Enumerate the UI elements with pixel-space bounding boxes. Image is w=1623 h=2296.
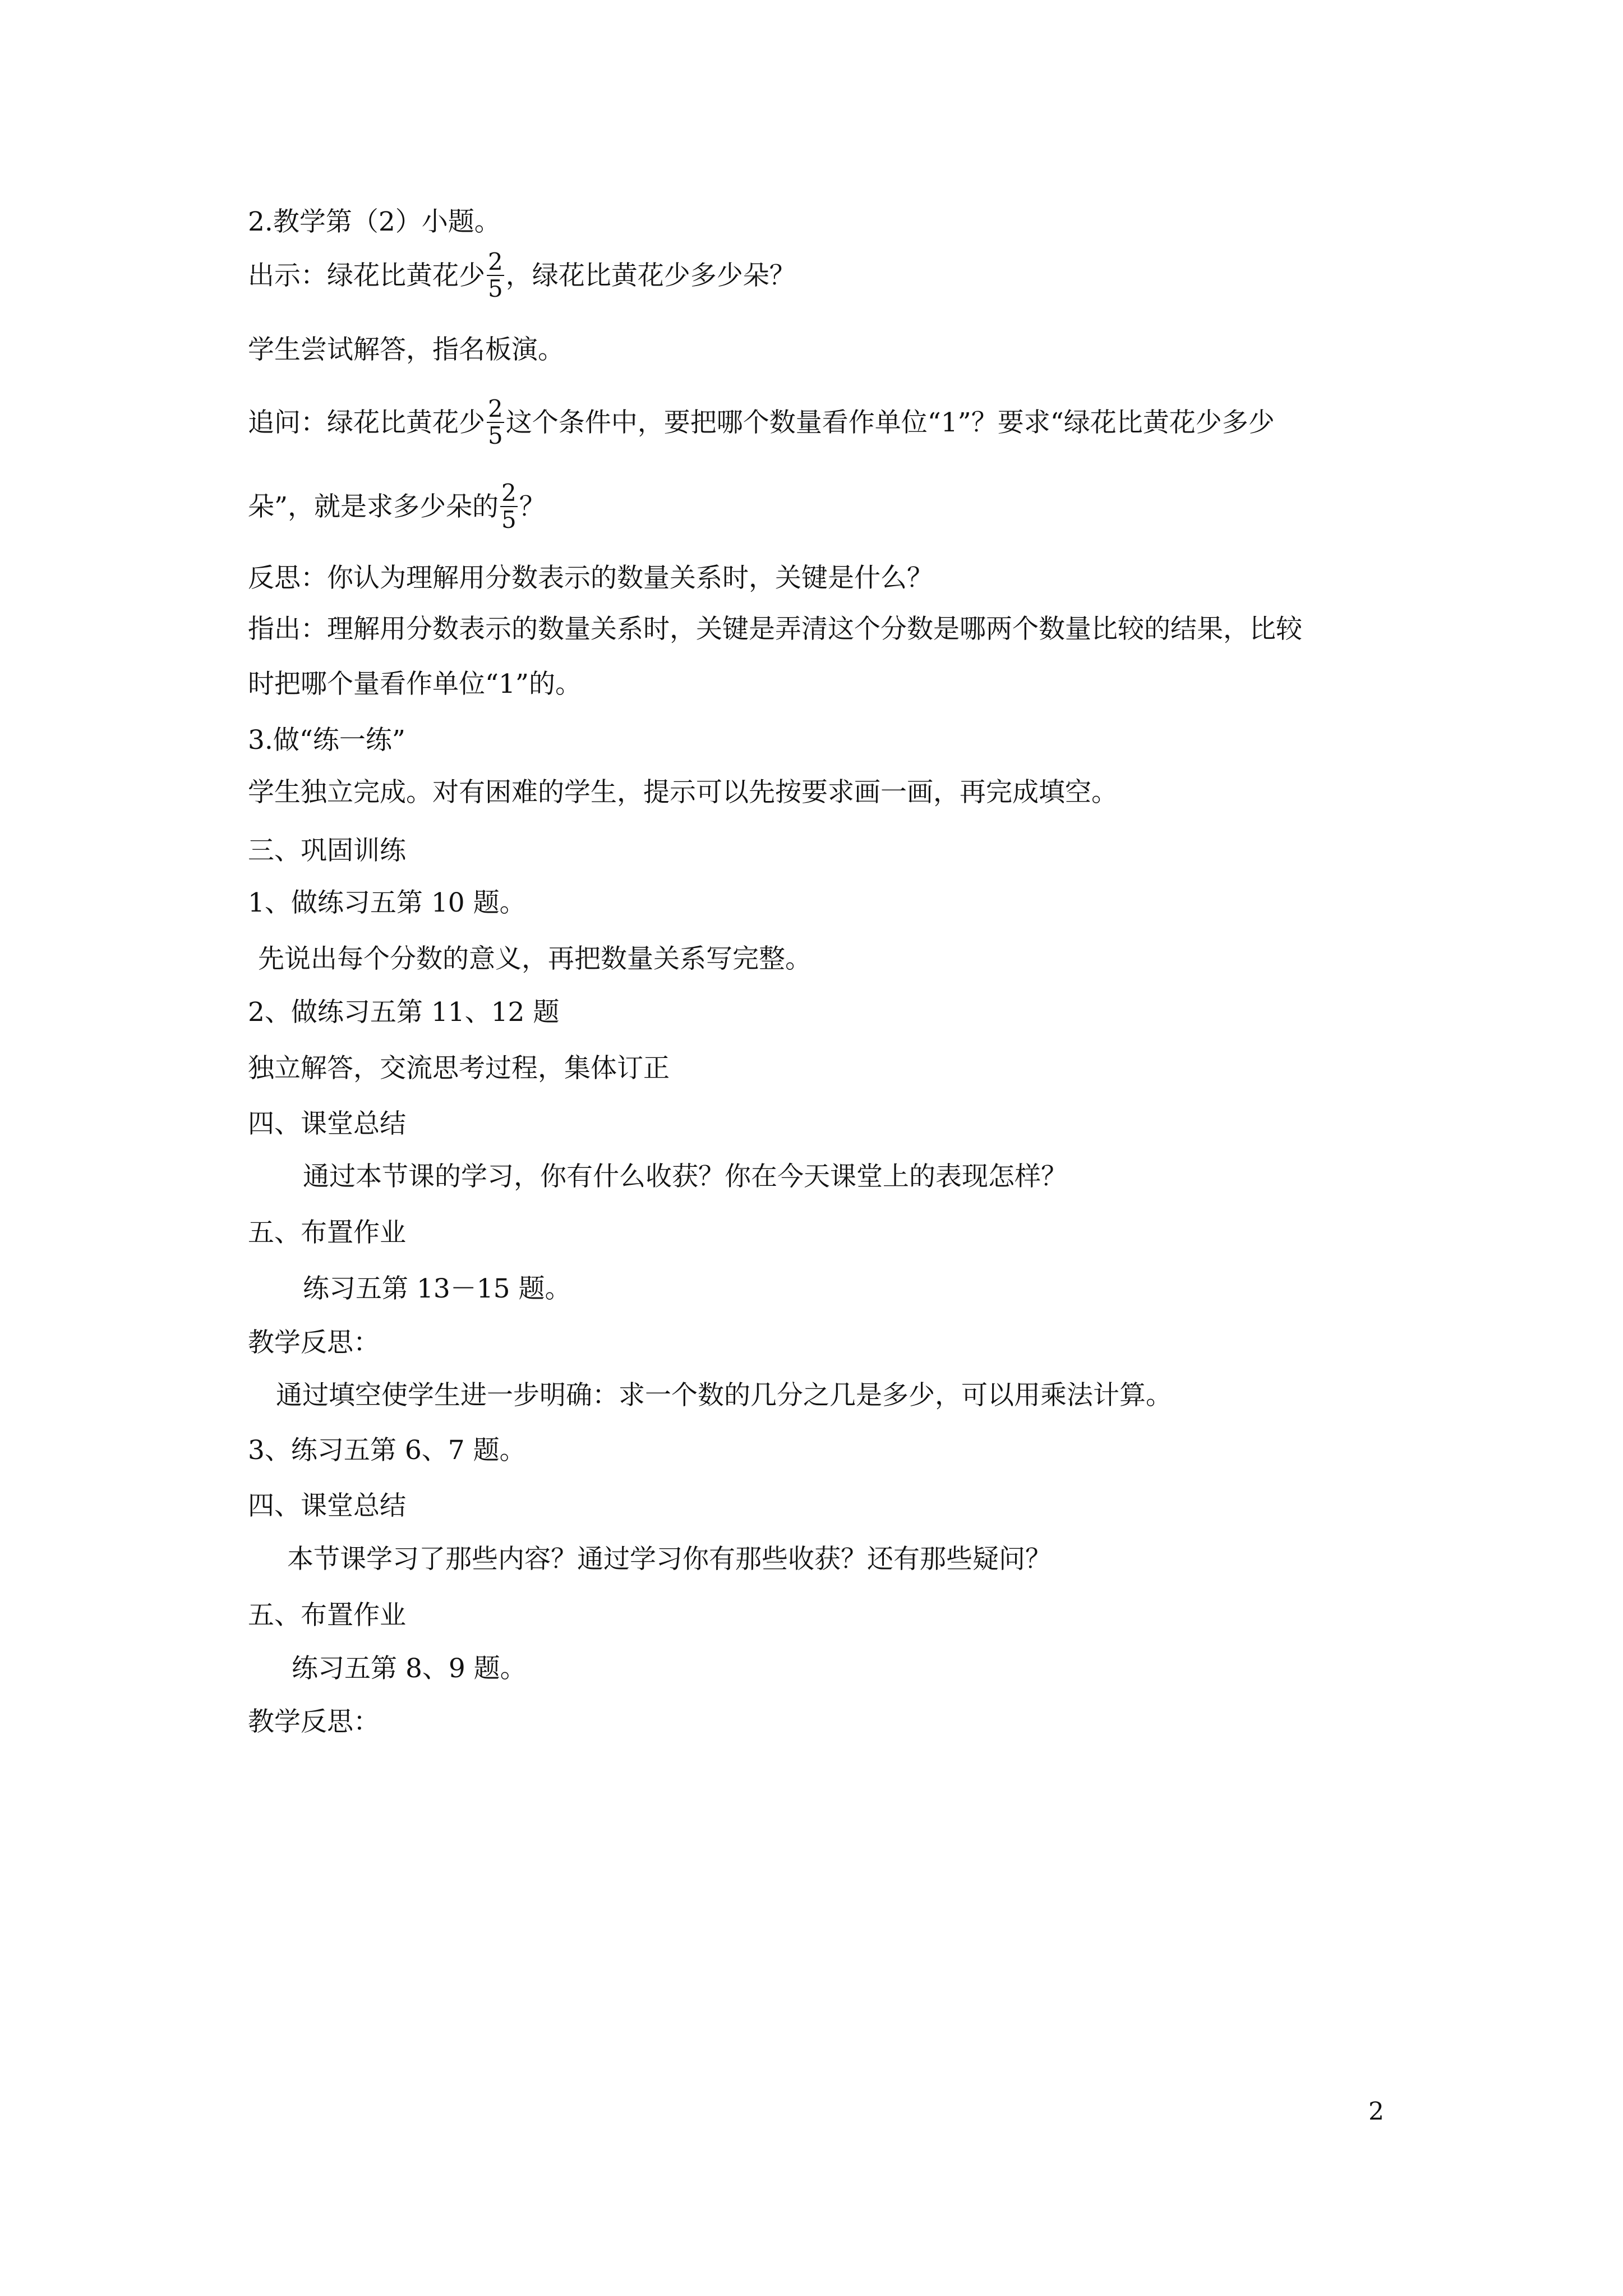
fraction-numerator: 2 xyxy=(488,395,503,422)
text-line-with-fraction xyxy=(248,248,796,304)
text-line: 反思：你认为理解用分数表示的数量关系时，关键是什么？ xyxy=(248,563,933,593)
text-line: 通过填空使学生进一步明确：求一个数的几分之几是多少，可以用乘法计算。 xyxy=(276,1380,1172,1411)
text-line: 1、做练习五第 10 题。 xyxy=(248,887,526,918)
text-line: 3.做“练一练” xyxy=(248,725,405,756)
text-segment: 追问：绿花比黄花少 xyxy=(248,407,485,438)
text-line: 先说出每个分数的意义，再把数量关系写完整。 xyxy=(258,944,811,974)
text-line: 练习五第 13－15 题。 xyxy=(303,1273,571,1304)
text-segment: 朵”，就是求多少朵的 xyxy=(248,491,499,522)
text-line: 通过本节课的学习，你有什么收获？你在今天课堂上的表现怎样？ xyxy=(303,1161,1067,1192)
text-line: 2.教学第（2）小题。 xyxy=(248,206,501,237)
text-line: 学生尝试解答，指名板演。 xyxy=(248,334,564,365)
fraction xyxy=(487,249,504,302)
fraction-numerator: 2 xyxy=(488,248,503,275)
text-line: 教学反思： xyxy=(248,1706,380,1737)
section-heading: 三、巩固训练 xyxy=(248,835,406,866)
text-line: 时把哪个量看作单位“1”的。 xyxy=(248,669,582,700)
text-segment: ，绿花比黄花少多少朵？ xyxy=(505,260,796,291)
text-segment: 出示：绿花比黄花少 xyxy=(248,260,485,291)
text-line-with-fraction xyxy=(248,395,1275,451)
text-segment: ？ xyxy=(519,491,546,522)
text-line: 练习五第 8、9 题。 xyxy=(292,1653,527,1684)
text-line: 3、练习五第 6、7 题。 xyxy=(248,1435,526,1466)
text-line: 指出：理解用分数表示的数量关系时，关键是弄清这个分数是哪两个数量比较的结果，比较 xyxy=(248,614,1302,645)
section-heading: 五、布置作业 xyxy=(248,1217,406,1248)
fraction xyxy=(500,480,518,533)
text-line: 2、做练习五第 11、12 题 xyxy=(248,997,560,1028)
section-heading: 五、布置作业 xyxy=(248,1600,406,1631)
fraction-numerator: 2 xyxy=(501,479,517,507)
text-line-with-fraction xyxy=(248,479,546,535)
text-segment: 这个条件中，要把哪个数量看作单位“1”？要求“绿花比黄花少多少 xyxy=(505,407,1275,438)
fraction-denominator: 5 xyxy=(488,422,503,449)
text-line: 学生独立完成。对有困难的学生，提示可以先按要求画一画，再完成填空。 xyxy=(248,777,1118,808)
text-line: 独立解答，交流思考过程，集体订正 xyxy=(248,1053,670,1084)
text-line: 教学反思： xyxy=(248,1327,380,1358)
page-number: 2 xyxy=(1368,2097,1384,2126)
section-heading: 四、课堂总结 xyxy=(248,1490,406,1521)
fraction-denominator: 5 xyxy=(488,275,503,302)
fraction-denominator: 5 xyxy=(501,506,517,533)
text-line: 本节课学习了那些内容？通过学习你有那些收获？还有那些疑问？ xyxy=(287,1544,1052,1575)
section-heading: 四、课堂总结 xyxy=(248,1108,406,1139)
fraction xyxy=(487,396,504,449)
